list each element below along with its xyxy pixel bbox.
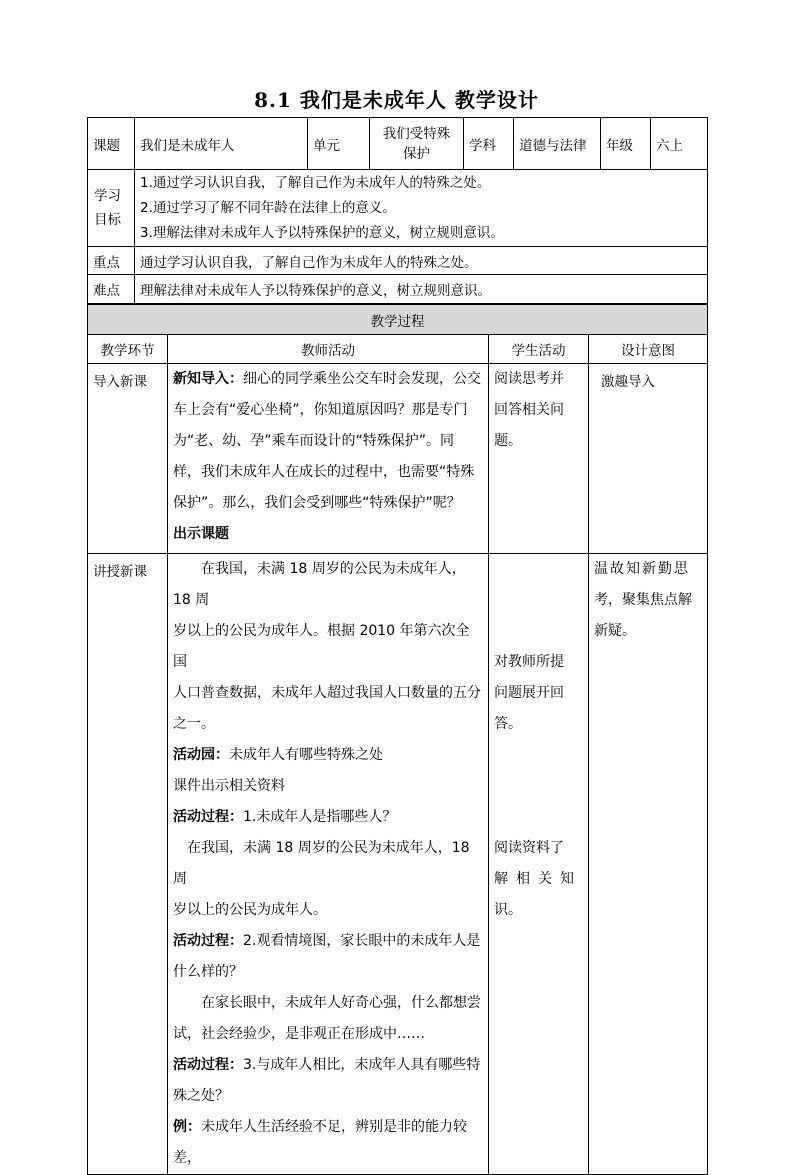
courseware-note: 课件出示相关资料 (173, 778, 285, 794)
key-point-label: 重点 (88, 247, 135, 275)
goals-label: 学习目标 (88, 170, 135, 247)
intro-line: 样，我们未成年人在成长的过程中，也需要“特殊 (173, 464, 475, 480)
goals-list (135, 170, 708, 247)
page-title: 8.1 我们是未成年人 教学设计 (254, 88, 539, 112)
show-topic-label: 出示课题 (173, 526, 229, 542)
student-activity-teach: 对教师所提 问题展开回 答。 阅读资料了 解相关知 识。 (489, 554, 589, 1175)
intro-line: 保护”。那么，我们会受到哪些“特殊保护”呢？ (173, 495, 461, 511)
design-intent-teach: 温故知新勤思 考，聚集焦点解 新疑。 (589, 554, 708, 1175)
stage-intro: 导入新课 (88, 364, 168, 554)
column-header-stage: 教学环节 (88, 335, 168, 364)
topic-label: 课题 (88, 118, 135, 170)
process-label: 活动过程： (173, 809, 243, 825)
topic-value: 我们是未成年人 (135, 118, 308, 170)
design-intent-intro: 激趣导入 (589, 364, 708, 554)
unit-label: 单元 (308, 118, 370, 170)
process-label: 活动过程： (173, 933, 243, 949)
teacher-activity-intro (168, 364, 489, 554)
process-section-title: 教学过程 (88, 305, 708, 335)
grade-value: 六上 (651, 118, 708, 170)
column-header-teacher: 教师活动 (168, 335, 489, 364)
column-header-student: 学生活动 (489, 335, 589, 364)
teacher-activity-teach: 在我国，未满 18 周岁的公民为未成年人，18 周 岁以上的公民为成年人。根据 2010 年第六次全国 人口普查数据，未成年人超过我国人口数量的五分 之一。 活动园：未成年人有哪些特殊之处 课件出示相关资料 活动过程：1.未成年人是指哪些人？ 在我国，未满 18 周岁的公民为未成年人，18 周 岁以上的公民为成年人。 活动过程：2.观看情境图，家长眼中的未成年人是 什么样的？ 在家长眼中，未成年人好奇心强，什么都想尝 试，社会经验少，是非观正在形成中…… 活动过程：3.与成年人相比，未成年人具有哪些特 殊之处？ 例：未成年人生活经验不足，辨别是非的能力较差， (168, 554, 489, 1175)
info-table (87, 117, 708, 304)
intro-line: 细心的同学乘坐公交车时会发现，公交 (243, 371, 481, 387)
goal-item: 1.通过学习认识自我，了解自己作为未成年人的特殊之处。 (140, 174, 491, 191)
difficult-point-label: 难点 (88, 275, 135, 304)
process-table (87, 304, 708, 1175)
grade-label: 年级 (601, 118, 651, 170)
new-knowledge-label: 新知导入： (173, 371, 243, 387)
intro-line: 车上会有“爱心坐椅”，你知道原因吗？那是专门 (173, 402, 468, 418)
activity-label: 活动园： (173, 747, 229, 763)
example-label: 例： (173, 1119, 201, 1135)
unit-value: 我们受特殊保护 (370, 118, 464, 170)
goal-item: 2.通过学习了解不同年龄在法律上的意义。 (140, 199, 396, 216)
intro-line: 为“老、幼、孕”乘车而设计的“特殊保护”。同 (173, 433, 455, 449)
key-point-value: 通过学习认识自我，了解自己作为未成年人的特殊之处。 (135, 247, 708, 275)
process-label: 活动过程： (173, 1057, 243, 1073)
student-activity-intro: 阅读思考并 回答相关问 题。 (489, 364, 589, 554)
column-header-intent: 设计意图 (589, 335, 708, 364)
subject-label: 学科 (464, 118, 514, 170)
difficult-point-value: 理解法律对未成年人予以特殊保护的意义，树立规则意识。 (135, 275, 708, 304)
subject-value: 道德与法律 (514, 118, 601, 170)
stage-teach: 讲授新课 (88, 554, 168, 1175)
goal-item: 3.理解法律对未成年人予以特殊保护的意义，树立规则意识。 (140, 224, 504, 241)
